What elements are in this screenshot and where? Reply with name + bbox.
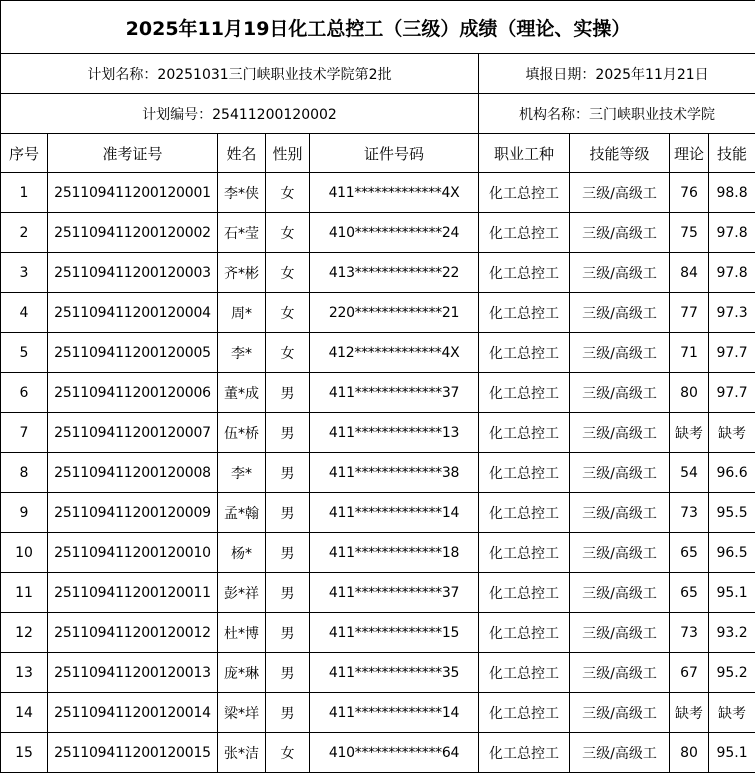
cell-skill: 缺考 <box>709 693 755 733</box>
cell-job: 化工总控工 <box>479 453 570 493</box>
table-row <box>1 173 755 213</box>
cell-job: 化工总控工 <box>479 413 570 453</box>
cell-job: 化工总控工 <box>479 253 570 293</box>
header-skill: 技能 <box>709 134 755 173</box>
cell-level: 三级/高级工 <box>570 293 670 333</box>
cell-cert: 411*************15 <box>310 613 479 653</box>
cell-theory: 65 <box>670 573 709 613</box>
cell-level: 三级/高级工 <box>570 653 670 693</box>
cell-no: 5 <box>1 333 48 373</box>
cell-job: 化工总控工 <box>479 653 570 693</box>
table-row <box>1 533 755 573</box>
cell-job: 化工总控工 <box>479 293 570 333</box>
cell-gender: 男 <box>266 533 310 573</box>
table-row <box>1 693 755 733</box>
cell-gender: 男 <box>266 373 310 413</box>
table-row <box>1 573 755 613</box>
plan-code: 计划编号：25411200120002 <box>1 94 479 134</box>
cell-skill: 95.5 <box>709 493 755 533</box>
cell-skill: 96.5 <box>709 533 755 573</box>
cell-name: 伍*桥 <box>218 413 266 453</box>
table-row <box>1 333 755 373</box>
cell-level: 三级/高级工 <box>570 533 670 573</box>
cell-exam-id: 251109411200120002 <box>48 213 218 253</box>
cell-level: 三级/高级工 <box>570 613 670 653</box>
cell-exam-id: 251109411200120004 <box>48 293 218 333</box>
cell-gender: 男 <box>266 413 310 453</box>
cell-theory: 76 <box>670 173 709 213</box>
cell-cert: 413*************22 <box>310 253 479 293</box>
header-theory: 理论 <box>670 134 709 173</box>
cell-no: 6 <box>1 373 48 413</box>
table-row <box>1 613 755 653</box>
cell-name: 董*成 <box>218 373 266 413</box>
cell-level: 三级/高级工 <box>570 173 670 213</box>
cell-skill: 97.7 <box>709 373 755 413</box>
cell-cert: 411*************35 <box>310 653 479 693</box>
cell-no: 9 <box>1 493 48 533</box>
cell-name: 周* <box>218 293 266 333</box>
cell-job: 化工总控工 <box>479 693 570 733</box>
cell-theory: 75 <box>670 213 709 253</box>
cell-skill: 缺考 <box>709 413 755 453</box>
cell-gender: 男 <box>266 613 310 653</box>
cell-job: 化工总控工 <box>479 733 570 773</box>
cell-level: 三级/高级工 <box>570 453 670 493</box>
cell-job: 化工总控工 <box>479 573 570 613</box>
cell-no: 15 <box>1 733 48 773</box>
plan-name: 计划名称：20251031三门峡职业技术学院第2批 <box>1 54 479 94</box>
cell-theory: 73 <box>670 613 709 653</box>
cell-theory: 71 <box>670 333 709 373</box>
cell-exam-id: 251109411200120015 <box>48 733 218 773</box>
cell-no: 13 <box>1 653 48 693</box>
info-row-2 <box>1 94 755 134</box>
header-job: 职业工种 <box>479 134 570 173</box>
cell-exam-id: 251109411200120014 <box>48 693 218 733</box>
table-row <box>1 413 755 453</box>
cell-job: 化工总控工 <box>479 533 570 573</box>
info-row-1 <box>1 54 755 94</box>
cell-gender: 男 <box>266 653 310 693</box>
cell-no: 14 <box>1 693 48 733</box>
cell-exam-id: 251109411200120006 <box>48 373 218 413</box>
table-row <box>1 253 755 293</box>
table-row <box>1 493 755 533</box>
cell-cert: 410*************24 <box>310 213 479 253</box>
header-row <box>1 134 755 173</box>
cell-cert: 220*************21 <box>310 293 479 333</box>
table-row <box>1 293 755 333</box>
cell-exam-id: 251109411200120007 <box>48 413 218 453</box>
cell-level: 三级/高级工 <box>570 493 670 533</box>
cell-name: 李* <box>218 333 266 373</box>
cell-cert: 411*************37 <box>310 373 479 413</box>
cell-cert: 412*************4X <box>310 333 479 373</box>
cell-cert: 411*************37 <box>310 573 479 613</box>
cell-name: 杨* <box>218 533 266 573</box>
cell-no: 10 <box>1 533 48 573</box>
cell-level: 三级/高级工 <box>570 253 670 293</box>
cell-cert: 410*************64 <box>310 733 479 773</box>
cell-gender: 女 <box>266 293 310 333</box>
cell-theory: 65 <box>670 533 709 573</box>
cell-level: 三级/高级工 <box>570 693 670 733</box>
header-cert: 证件号码 <box>310 134 479 173</box>
cell-gender: 女 <box>266 253 310 293</box>
table-row <box>1 373 755 413</box>
cell-exam-id: 251109411200120005 <box>48 333 218 373</box>
cell-level: 三级/高级工 <box>570 373 670 413</box>
cell-no: 7 <box>1 413 48 453</box>
cell-exam-id: 251109411200120011 <box>48 573 218 613</box>
cell-cert: 411*************14 <box>310 493 479 533</box>
cell-skill: 97.7 <box>709 333 755 373</box>
cell-cert: 411*************4X <box>310 173 479 213</box>
cell-theory: 77 <box>670 293 709 333</box>
cell-gender: 女 <box>266 333 310 373</box>
cell-level: 三级/高级工 <box>570 733 670 773</box>
header-name: 姓名 <box>218 134 266 173</box>
cell-skill: 95.1 <box>709 573 755 613</box>
cell-no: 4 <box>1 293 48 333</box>
fill-date: 填报日期：2025年11月21日 <box>479 54 755 94</box>
cell-gender: 男 <box>266 573 310 613</box>
cell-level: 三级/高级工 <box>570 413 670 453</box>
cell-job: 化工总控工 <box>479 173 570 213</box>
cell-no: 8 <box>1 453 48 493</box>
cell-name: 石*莹 <box>218 213 266 253</box>
cell-theory: 缺考 <box>670 693 709 733</box>
cell-name: 李* <box>218 453 266 493</box>
cell-job: 化工总控工 <box>479 333 570 373</box>
cell-no: 2 <box>1 213 48 253</box>
cell-skill: 95.2 <box>709 653 755 693</box>
cell-no: 1 <box>1 173 48 213</box>
cell-no: 3 <box>1 253 48 293</box>
cell-name: 庞*琳 <box>218 653 266 693</box>
table-row <box>1 733 755 773</box>
cell-skill: 98.8 <box>709 173 755 213</box>
cell-theory: 73 <box>670 493 709 533</box>
cell-theory: 67 <box>670 653 709 693</box>
cell-theory: 84 <box>670 253 709 293</box>
cell-exam-id: 251109411200120010 <box>48 533 218 573</box>
cell-level: 三级/高级工 <box>570 213 670 253</box>
header-gender: 性别 <box>266 134 310 173</box>
cell-skill: 97.8 <box>709 253 755 293</box>
cell-theory: 80 <box>670 373 709 413</box>
cell-gender: 女 <box>266 733 310 773</box>
cell-level: 三级/高级工 <box>570 333 670 373</box>
cell-name: 孟*翰 <box>218 493 266 533</box>
header-level: 技能等级 <box>570 134 670 173</box>
cell-job: 化工总控工 <box>479 493 570 533</box>
cell-job: 化工总控工 <box>479 373 570 413</box>
cell-theory: 80 <box>670 733 709 773</box>
cell-cert: 411*************38 <box>310 453 479 493</box>
cell-skill: 95.1 <box>709 733 755 773</box>
table-row <box>1 653 755 693</box>
cell-name: 齐*彬 <box>218 253 266 293</box>
cell-name: 彭*祥 <box>218 573 266 613</box>
cell-no: 11 <box>1 573 48 613</box>
header-exam-id: 准考证号 <box>48 134 218 173</box>
cell-level: 三级/高级工 <box>570 573 670 613</box>
org-name: 机构名称：三门峡职业技术学院 <box>479 94 755 134</box>
cell-gender: 男 <box>266 453 310 493</box>
page-title: 2025年11月19日化工总控工（三级）成绩（理论、实操） <box>1 1 755 54</box>
cell-theory: 缺考 <box>670 413 709 453</box>
cell-job: 化工总控工 <box>479 213 570 253</box>
cell-exam-id: 251109411200120003 <box>48 253 218 293</box>
title-row <box>1 1 755 54</box>
cell-exam-id: 251109411200120009 <box>48 493 218 533</box>
cell-skill: 93.2 <box>709 613 755 653</box>
cell-cert: 411*************18 <box>310 533 479 573</box>
cell-exam-id: 251109411200120012 <box>48 613 218 653</box>
cell-cert: 411*************14 <box>310 693 479 733</box>
cell-skill: 96.6 <box>709 453 755 493</box>
cell-gender: 男 <box>266 693 310 733</box>
cell-skill: 97.3 <box>709 293 755 333</box>
header-no: 序号 <box>1 134 48 173</box>
cell-cert: 411*************13 <box>310 413 479 453</box>
cell-no: 12 <box>1 613 48 653</box>
table-row <box>1 213 755 253</box>
cell-job: 化工总控工 <box>479 613 570 653</box>
cell-exam-id: 251109411200120008 <box>48 453 218 493</box>
cell-gender: 女 <box>266 173 310 213</box>
cell-exam-id: 251109411200120001 <box>48 173 218 213</box>
table-row <box>1 453 755 493</box>
cell-name: 杜*博 <box>218 613 266 653</box>
cell-name: 张*洁 <box>218 733 266 773</box>
cell-gender: 男 <box>266 493 310 533</box>
cell-name: 梁*垟 <box>218 693 266 733</box>
cell-gender: 女 <box>266 213 310 253</box>
cell-theory: 54 <box>670 453 709 493</box>
cell-exam-id: 251109411200120013 <box>48 653 218 693</box>
cell-skill: 97.8 <box>709 213 755 253</box>
cell-name: 李*侠 <box>218 173 266 213</box>
